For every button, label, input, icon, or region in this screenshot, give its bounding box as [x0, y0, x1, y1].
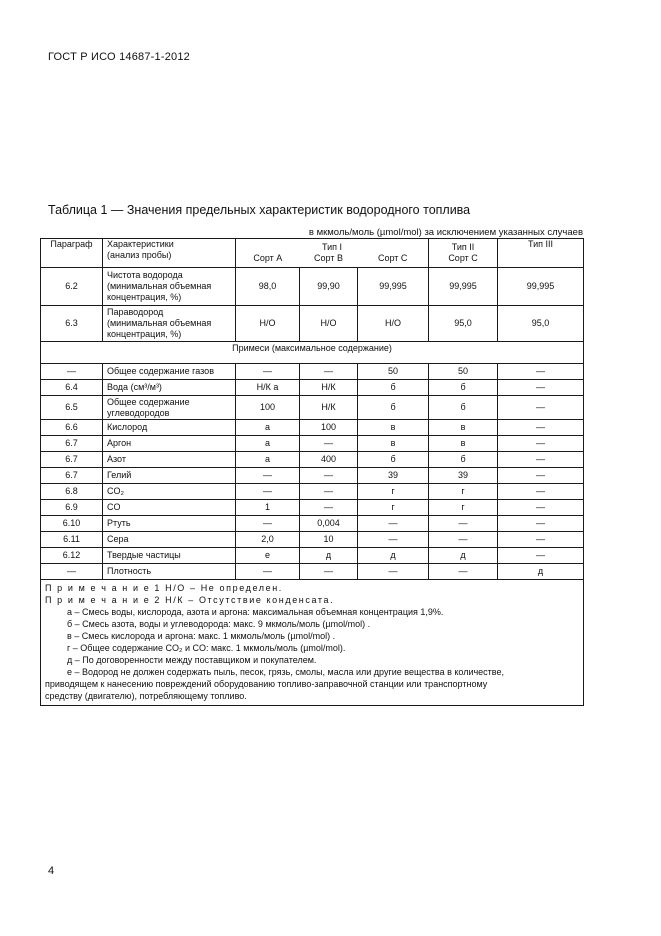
cell-paragraph: 6.10 [41, 516, 103, 532]
cell-grade-c: — [358, 532, 429, 548]
cell-characteristic: Гелий [103, 468, 236, 484]
cell-grade-b: 10 [300, 532, 358, 548]
table-row [41, 420, 584, 436]
table-row [41, 500, 584, 516]
table-row [41, 396, 584, 420]
cell-grade-b: — [300, 500, 358, 516]
footnote: е – Водород не должен содержать пыль, песок, грязь, смолы, масла или другие вещества в количестве, [67, 667, 504, 677]
note: П р и м е ч а н и е 2 Н/К – Отсутствие конденсата. [45, 595, 335, 605]
table-header-row [41, 239, 584, 268]
cell-type2: г [429, 484, 498, 500]
cell-grade-c: б [358, 452, 429, 468]
cell-type2: 95,0 [429, 306, 498, 342]
cell-type3: — [498, 452, 584, 468]
cell-characteristic: Общее содержание газов [103, 364, 236, 380]
impurities-header: Примеси (максимальное содержание) [41, 342, 584, 364]
cell-characteristic: Азот [103, 452, 236, 468]
footnote: средству (двигателю), потребляющему топливо. [45, 691, 247, 701]
impurity-rows [41, 364, 584, 580]
cell-type3: — [498, 420, 584, 436]
cell-grade-a: 100 [236, 396, 300, 420]
cell-paragraph: 6.8 [41, 484, 103, 500]
cell-grade-a: а [236, 436, 300, 452]
cell-grade-b: 400 [300, 452, 358, 468]
cell-grade-a: — [236, 564, 300, 580]
cell-paragraph: — [41, 364, 103, 380]
cell-characteristic: Кислород [103, 420, 236, 436]
header-type1-group [236, 239, 429, 268]
cell-grade-a: е [236, 548, 300, 564]
cell-grade-b: д [300, 548, 358, 564]
cell-paragraph: 6.7 [41, 468, 103, 484]
cell-characteristic-line: Чистота водорода [107, 270, 183, 280]
cell-characteristic: Сера [103, 532, 236, 548]
cell-type3: 99,995 [498, 268, 584, 306]
cell-paragraph: 6.2 [41, 268, 103, 306]
cell-characteristic-line: концентрация, %) [107, 329, 182, 339]
cell-grade-a: — [236, 516, 300, 532]
document-header: ГОСТ Р ИСО 14687-1-2012 [48, 51, 190, 63]
cell-type2: г [429, 500, 498, 516]
cell-paragraph: 6.6 [41, 420, 103, 436]
cell-type3: — [498, 380, 584, 396]
cell-grade-a: Н/К а [236, 380, 300, 396]
cell-type3: — [498, 364, 584, 380]
page-number: 4 [48, 865, 55, 877]
cell-characteristic [103, 268, 236, 306]
header-type1: Тип I [322, 242, 343, 252]
cell-characteristic [103, 306, 236, 342]
table-caption: Таблица 1 — Значения предельных характеристик водородного топлива [48, 203, 471, 217]
footnote: а – Смесь воды, кислорода, азота и аргона: максимальная объемная концентрация 1,9%. [67, 607, 444, 617]
cell-paragraph: 6.12 [41, 548, 103, 564]
cell-paragraph: 6.4 [41, 380, 103, 396]
cell-type2: б [429, 452, 498, 468]
cell-characteristic: Общее содержание углеводородов [103, 396, 236, 420]
note: П р и м е ч а н и е 1 Н/О – Не определен. [45, 583, 283, 593]
header-type1-grades [236, 253, 428, 264]
notes-row [41, 580, 584, 706]
table-row [41, 436, 584, 452]
cell-type2: 39 [429, 468, 498, 484]
header-type2-grade: Сорт С [448, 253, 478, 263]
cell-characteristic: CO [103, 500, 236, 516]
cell-grade-b: 0,004 [300, 516, 358, 532]
table-row [41, 452, 584, 468]
table-row [41, 532, 584, 548]
cell-grade-a: 2,0 [236, 532, 300, 548]
header-grade-a: Сорт А [253, 253, 283, 263]
cell-grade-c: б [358, 396, 429, 420]
table-row [41, 516, 584, 532]
cell-characteristic: Твердые частицы [103, 548, 236, 564]
cell-grade-a: — [236, 468, 300, 484]
header-paragraph: Параграф [41, 239, 103, 268]
cell-grade-a: 98,0 [236, 268, 300, 306]
cell-type3: — [498, 396, 584, 420]
cell-grade-b: Н/К [300, 380, 358, 396]
header-characteristics-line2: (анализ пробы) [107, 250, 172, 260]
header-type2-label: Тип II [451, 242, 475, 252]
cell-characteristic-line: Параводород [107, 307, 164, 317]
cell-grade-a: а [236, 420, 300, 436]
cell-paragraph: 6.9 [41, 500, 103, 516]
header-characteristics [103, 239, 236, 268]
cell-type3: 95,0 [498, 306, 584, 342]
header-type2 [429, 239, 498, 268]
footnote: в – Смесь кислорода и аргона: макс. 1 мкмоль/моль (µmol/mol) . [67, 631, 336, 641]
cell-grade-c: б [358, 380, 429, 396]
table-row [41, 484, 584, 500]
cell-type2: — [429, 532, 498, 548]
table-row [41, 306, 584, 342]
cell-paragraph: 6.7 [41, 436, 103, 452]
cell-grade-c: 39 [358, 468, 429, 484]
units-note: в мкмоль/моль (µmol/mol) за исключением указанных случаев [308, 227, 583, 238]
cell-type2: д [429, 548, 498, 564]
header-type3: Тип III [498, 239, 584, 268]
cell-grade-a: а [236, 452, 300, 468]
cell-characteristic: CO₂ [103, 484, 236, 500]
cell-grade-b: Н/К [300, 396, 358, 420]
table-row [41, 548, 584, 564]
cell-grade-b: Н/О [300, 306, 358, 342]
cell-grade-c: 50 [358, 364, 429, 380]
cell-grade-c: Н/О [358, 306, 429, 342]
cell-grade-b: — [300, 436, 358, 452]
cell-grade-c: — [358, 564, 429, 580]
cell-type2: — [429, 564, 498, 580]
table-row [41, 468, 584, 484]
cell-characteristic-line: концентрация, %) [107, 292, 182, 302]
table-row [41, 268, 584, 306]
cell-type3: — [498, 532, 584, 548]
cell-type2: б [429, 396, 498, 420]
cell-paragraph: 6.11 [41, 532, 103, 548]
header-characteristics-line1: Характеристики [107, 239, 174, 249]
cell-type3: — [498, 548, 584, 564]
cell-paragraph: 6.5 [41, 396, 103, 420]
table-row [41, 364, 584, 380]
cell-grade-b: — [300, 364, 358, 380]
cell-grade-b: 99,90 [300, 268, 358, 306]
footnote: д – По договоренности между поставщиком и покупателем. [67, 655, 317, 665]
cell-characteristic: Вода (см³/м³) [103, 380, 236, 396]
hydrogen-fuel-table [40, 238, 584, 706]
notes-cell [41, 580, 584, 706]
cell-grade-c: г [358, 500, 429, 516]
cell-grade-a: Н/О [236, 306, 300, 342]
cell-paragraph: — [41, 564, 103, 580]
header-grade-c: Сорт С [377, 253, 408, 263]
table-row [41, 380, 584, 396]
cell-type3: — [498, 500, 584, 516]
cell-characteristic: Ртуть [103, 516, 236, 532]
cell-type2: 99,995 [429, 268, 498, 306]
cell-type2: в [429, 436, 498, 452]
footnote: приводящем к нанесению повреждений оборудованию топливо-заправочной станции или транспортному [45, 679, 488, 689]
cell-type3: — [498, 436, 584, 452]
cell-grade-a: 1 [236, 500, 300, 516]
impurities-header-row [41, 342, 584, 364]
cell-type3: — [498, 468, 584, 484]
cell-grade-b: — [300, 484, 358, 500]
cell-grade-c: — [358, 516, 429, 532]
header-grade-b: Сорт В [314, 253, 343, 263]
cell-grade-a: — [236, 364, 300, 380]
cell-characteristic: Плотность [103, 564, 236, 580]
cell-paragraph: 6.7 [41, 452, 103, 468]
cell-grade-b: 100 [300, 420, 358, 436]
cell-grade-b: — [300, 564, 358, 580]
footnote: г – Общее содержание CO₂ и CO: макс. 1 мкмоль/моль (µmol/mol). [67, 643, 346, 653]
table-row [41, 564, 584, 580]
cell-grade-c: в [358, 420, 429, 436]
cell-type3: — [498, 516, 584, 532]
cell-grade-c: д [358, 548, 429, 564]
cell-grade-c: в [358, 436, 429, 452]
cell-characteristic: Аргон [103, 436, 236, 452]
cell-type3: д [498, 564, 584, 580]
cell-type2: — [429, 516, 498, 532]
cell-characteristic-line: (минимальная объемная [107, 318, 212, 328]
cell-characteristic-line: (минимальная объемная [107, 281, 212, 291]
cell-type3: — [498, 484, 584, 500]
cell-type2: б [429, 380, 498, 396]
cell-grade-c: 99,995 [358, 268, 429, 306]
cell-grade-c: г [358, 484, 429, 500]
cell-type2: 50 [429, 364, 498, 380]
cell-paragraph: 6.3 [41, 306, 103, 342]
cell-type2: в [429, 420, 498, 436]
footnote: б – Смесь азота, воды и углеводорода: макс. 9 мкмоль/моль (µmol/mol) . [67, 619, 371, 629]
cell-grade-b: — [300, 468, 358, 484]
cell-grade-a: — [236, 484, 300, 500]
